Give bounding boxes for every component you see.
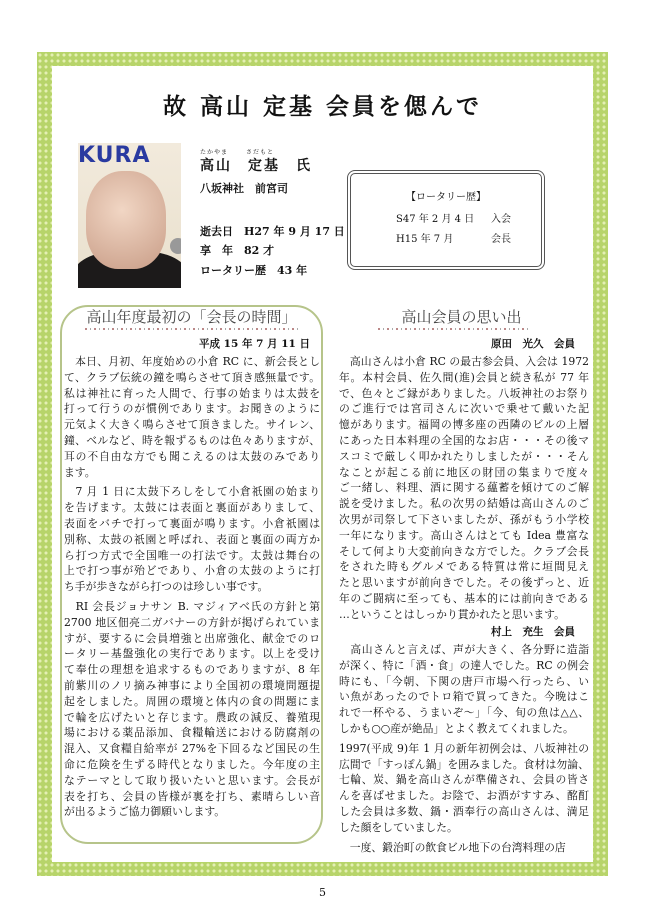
text-line: すが、要するに会員増強と出席強化、献金でのロ xyxy=(64,631,320,645)
text-line: 本日、月初、年度始めの小倉 RC に、新会長とし xyxy=(64,355,320,368)
text-line: ます。 xyxy=(64,465,96,479)
rotary-history-row: S47 年 2 月 4 日 入会 xyxy=(396,214,511,225)
text-line: 七輪、炭、鍋を高山さんが準備され、会員の皆さ xyxy=(339,773,589,787)
text-line: ら打つ方式で全国唯一の打法です。太鼓は舞台の xyxy=(64,548,320,562)
text-line: RI 会長ジョナサン B. マジィアベ氏の方針と第 xyxy=(64,599,320,613)
text-line: のご進行では宮司さんに次いで乗せて戴いた記 xyxy=(339,402,589,416)
text-line: 広間で「すっぽん鍋」を囲みました。食材は勿論、 xyxy=(339,757,589,771)
text-line: 前紫川のノリ摘み神事により全国初の環境問題提 xyxy=(64,678,320,692)
text-line: をされた時もグルメである特質は常に垣間見え xyxy=(339,560,589,574)
text-line: れで一杯やる、うまいぞ～」「今、旬の魚は△△、 xyxy=(339,706,589,720)
author-murakami: 村上 充生 会員 xyxy=(491,626,575,638)
heading-underline xyxy=(85,328,300,330)
paragraph xyxy=(64,484,320,595)
text-line: 一度、鍛治町の飲食ビル地下の台湾料理の店 xyxy=(339,840,566,854)
text-line: 元気よく大きく鳴らさせて頂きました。サイレン、 xyxy=(64,418,320,432)
text-line: 一年になります。高山さんはとても Idea 豊富な xyxy=(339,528,589,542)
paragraph xyxy=(339,354,589,623)
text-line: て、クラブ伝統の鐘を鳴らさせて頂き感無量です。 xyxy=(64,370,320,384)
text-line: 上で打つ事が殆どであり、小倉の太鼓のように打 xyxy=(64,564,320,578)
text-line: した顔をしていました。 xyxy=(339,820,458,834)
text-line: なことが起こる前に地区の財団の集まりで度々 xyxy=(339,465,589,479)
text-line: で輪を広げたいと存じます。農政の減反、養殖現 xyxy=(64,710,320,724)
paragraph xyxy=(64,354,320,480)
text-line: 鐘、ベルなど、時を報ずるものは色々ありますが、 xyxy=(64,433,320,447)
memory-body-murakami xyxy=(339,642,589,859)
paragraph xyxy=(339,741,589,836)
text-line: 別称、太鼓の祇園と呼ばれ、表面と裏面の両方か xyxy=(64,532,320,546)
left-section-heading: 高山年度最初の「会長の時間」 xyxy=(86,308,297,326)
text-line: 次男が司祭して下さいましたが、孫がもう小学校 xyxy=(339,512,589,526)
text-line: んを喜ばせました。お陰で、お酒がすすみ、酩酊 xyxy=(339,789,589,803)
author-harada: 原田 光久 会員 xyxy=(491,338,575,350)
text-line: にあった日本料理の全国的なお店・・・その後マ xyxy=(339,433,589,447)
speech-body xyxy=(64,354,320,824)
microphone xyxy=(170,238,181,254)
text-line: ータリー基盤強化の実行であります。以上を受け xyxy=(64,647,320,661)
text-line: 2700 地区佃亮二ガバナーの方針が掲げられていま xyxy=(64,615,320,629)
right-section-heading: 高山会員の思い出 xyxy=(401,308,522,326)
text-line: て奉仕の理想を追求するものでありますが、8 年 xyxy=(64,663,320,677)
rotary-history-row: H15 年 7 月 会長 xyxy=(396,234,511,245)
text-line: 年。本村会員、佐久間(進)会員と続き私が 77 年 xyxy=(339,370,589,384)
text-line: 打って行うのが慣例であります。お聞きのように xyxy=(64,402,320,416)
memory-body-harada xyxy=(339,354,589,627)
text-line: 命に危険を生ずる時代となりました。今年度の主 xyxy=(64,757,320,771)
text-line: した会員は多数、鍋・酒奉行の高山さんは、満足 xyxy=(339,804,589,818)
rotary-years: ロータリー歴 43 年 xyxy=(200,264,308,277)
text-line: 説を受けました。私の次男の結婚は高山さんのご xyxy=(339,497,589,511)
heading-underline xyxy=(378,328,528,330)
rotary-history-heading: 【ロータリー歴】 xyxy=(406,192,486,203)
page-title: 故 高山 定基 会員を偲んで xyxy=(162,93,483,120)
age: 享 年 82 才 xyxy=(200,244,275,257)
text-line: ご一緒し、料理、酒に関する蘊蓄を傾けてのご解 xyxy=(339,481,589,495)
text-line: で、色々とご縁がありました。八坂神社のお祭り xyxy=(339,386,589,400)
text-line: が深く、特に「酒・食」の達人でした。RC の例会 xyxy=(339,658,589,672)
text-line: 時にも、「今朝、下関の唐戸市場へ行ったら、い xyxy=(339,674,589,688)
text-line: 表を打ち、会員の皆様が裏を打ち、素晴らしい音 xyxy=(64,789,320,803)
text-line: スコミで厳しく叩かれたりしましたが・・・そん xyxy=(339,449,589,463)
paragraph xyxy=(339,642,589,737)
paragraph xyxy=(64,599,320,820)
text-line: そして何より大変前向きな方でした。クラブ会長 xyxy=(339,544,589,558)
name-ruby: たかやま さだもと xyxy=(200,149,275,156)
member-name: 高山 定基 氏 xyxy=(200,158,312,174)
photo-banner: KURA xyxy=(78,143,151,168)
text-line: 場における薬品添加、食糧輸送における防腐剤の xyxy=(64,726,320,740)
text-line: 混入、又食糧自給率が 27%を下回るなど国民の生 xyxy=(64,742,320,756)
text-line: 高山さんと言えば、声が大きく、各分野に造詣 xyxy=(339,643,589,656)
text-line: を告げます。太鼓には表面と裏面がありまして、 xyxy=(64,501,320,515)
page-number: 5 xyxy=(319,886,326,899)
text-line: が出るようご協力御願いします。 xyxy=(64,805,226,819)
text-line: 私は神社に育った人間で、行事の始まりは太鼓を xyxy=(64,386,320,400)
text-line: ち手が歩きながら打つのは珍しい事です。 xyxy=(64,580,269,594)
text-line: 年のご闘病に至っても、基本的には前向きである xyxy=(339,591,589,605)
rotary-history-box xyxy=(347,170,545,270)
text-line: 耳の不自由な方でも聞こえるのは太鼓のみであり xyxy=(64,449,320,463)
text-line: 表面をバチで打って裏面が鳴ります。小倉祇園は xyxy=(64,516,320,530)
text-line: 高山さんは小倉 RC の最古参会員、入会は 1972 xyxy=(339,355,589,368)
text-line: たと思いますが前向きでした。その後ずっと、近 xyxy=(339,576,589,590)
portrait-photo xyxy=(78,143,181,288)
text-line: 起をしました。周囲の環境と体内の食の問題にま xyxy=(64,694,320,708)
text-line: …ということはしっかり貫かれたと思います。 xyxy=(339,607,565,621)
text-line: 憶があります。福岡の博多座の西隣のビルの上層 xyxy=(339,418,589,432)
death-date: 逝去日 H27 年 9 月 17 日 xyxy=(200,225,345,238)
text-line: しかも○○産が絶品」とよく教えてくれました。 xyxy=(339,721,574,735)
text-line: 7 月 1 日に太鼓下ろしをして小倉祇園の始まり xyxy=(64,485,320,499)
text-line: なテーマとして取り扱いたいと思います。会長が xyxy=(64,773,320,787)
paragraph xyxy=(339,840,589,856)
speech-date: 平成 15 年 7 月 11 日 xyxy=(199,338,310,350)
member-position: 八坂神社 前宮司 xyxy=(200,182,288,195)
text-line: い魚があったのでトロ箱で買ってきた。今晩はこ xyxy=(339,690,589,704)
text-line: 1997(平成 9)年 1 月の新年初例会は、八坂神社の xyxy=(339,741,589,755)
